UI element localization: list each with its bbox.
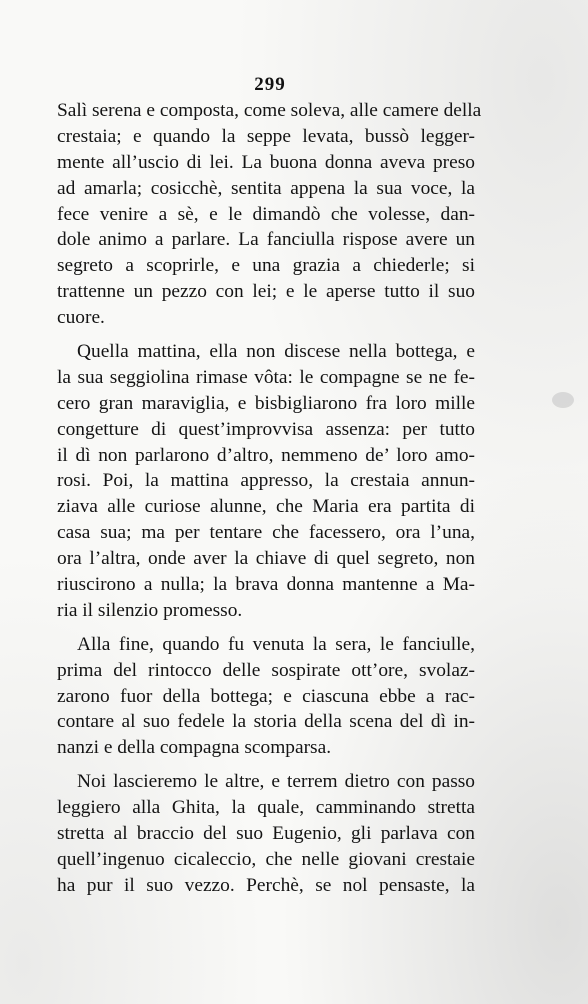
text-line: zarono fuor della bottega; e ciascuna ebbe a rac- <box>57 685 475 707</box>
text-line: ria il silenzio promesso. <box>57 599 243 621</box>
text-line: dole animo a parlare. La fanciulla rispose avere un <box>57 229 475 251</box>
text-line: segreto a scoprirle, e una grazia a chiederle; si <box>57 255 475 277</box>
text-line: prima del rintocco delle sospirate ott’ore, svolaz- <box>57 659 475 681</box>
text-line: Noi lascieremo le altre, e terrem dietro con passo <box>77 771 475 793</box>
text-line: cuore. <box>57 307 105 329</box>
text-line: mente all’uscio di lei. La buona donna aveva preso <box>57 151 475 173</box>
text-line: Salì serena e composta, come soleva, alle camere della <box>57 100 482 121</box>
text-line: stretta al braccio del suo Eugenio, gli parlava con <box>57 823 475 845</box>
body-text <box>57 98 482 899</box>
paragraph-gap <box>57 624 475 632</box>
paragraph-gap <box>57 331 475 339</box>
text-line: congetture di quest’improvvisa assenza: per tutto <box>57 418 475 440</box>
text-line: il dì non parlarono d’altro, nemmeno de’ loro amo- <box>57 444 475 466</box>
text-line: riuscirono a nulla; la brava donna mantenne a Ma- <box>57 574 475 596</box>
text-line: crestaia; e quando la seppe levata, bussò legger- <box>57 125 475 147</box>
text-line: leggiero alla Ghita, la quale, camminando stretta <box>57 797 475 819</box>
text-line: nanzi e della compagna scomparsa. <box>57 737 332 759</box>
text-line: quell’ingenuo cicaleccio, che nelle giovani crestaie <box>57 848 475 870</box>
text-line: ad amarla; cosicchè, sentita appena la sua voce, la <box>57 177 475 199</box>
page-number: 299 <box>254 74 286 95</box>
text-line: Quella mattina, ella non discese nella bottega, e <box>77 341 475 363</box>
text-line: ora l’altra, onde aver la chiave di quel segreto, non <box>57 548 475 570</box>
text-line: contare al suo fedele la storia della scena del dì in- <box>57 711 475 733</box>
text-line: ziava alle curiose alunne, che Maria era partita di <box>57 496 475 518</box>
page-stain <box>552 392 574 408</box>
text-line: casa sua; ma per tentare che facessero, ora l’una, <box>57 522 475 544</box>
text-line: Alla fine, quando fu venuta la sera, le fanciulle, <box>77 633 475 655</box>
text-line: cero gran maraviglia, e bisbigliarono fra loro mille <box>57 392 475 414</box>
text-line: ha pur il suo vezzo. Perchè, se nol pensaste, la <box>57 874 475 896</box>
text-line: trattenne un pezzo con lei; e le aperse tutto il suo <box>57 281 475 303</box>
text-line: fece venire a sè, e le dimandò che volesse, dan- <box>57 203 475 225</box>
text-line: rosi. Poi, la mattina appresso, la crestaia annun- <box>57 470 475 492</box>
text-line: la sua seggiolina rimase vôta: le compagne se ne fe- <box>57 366 475 388</box>
paragraph-gap <box>57 761 475 769</box>
